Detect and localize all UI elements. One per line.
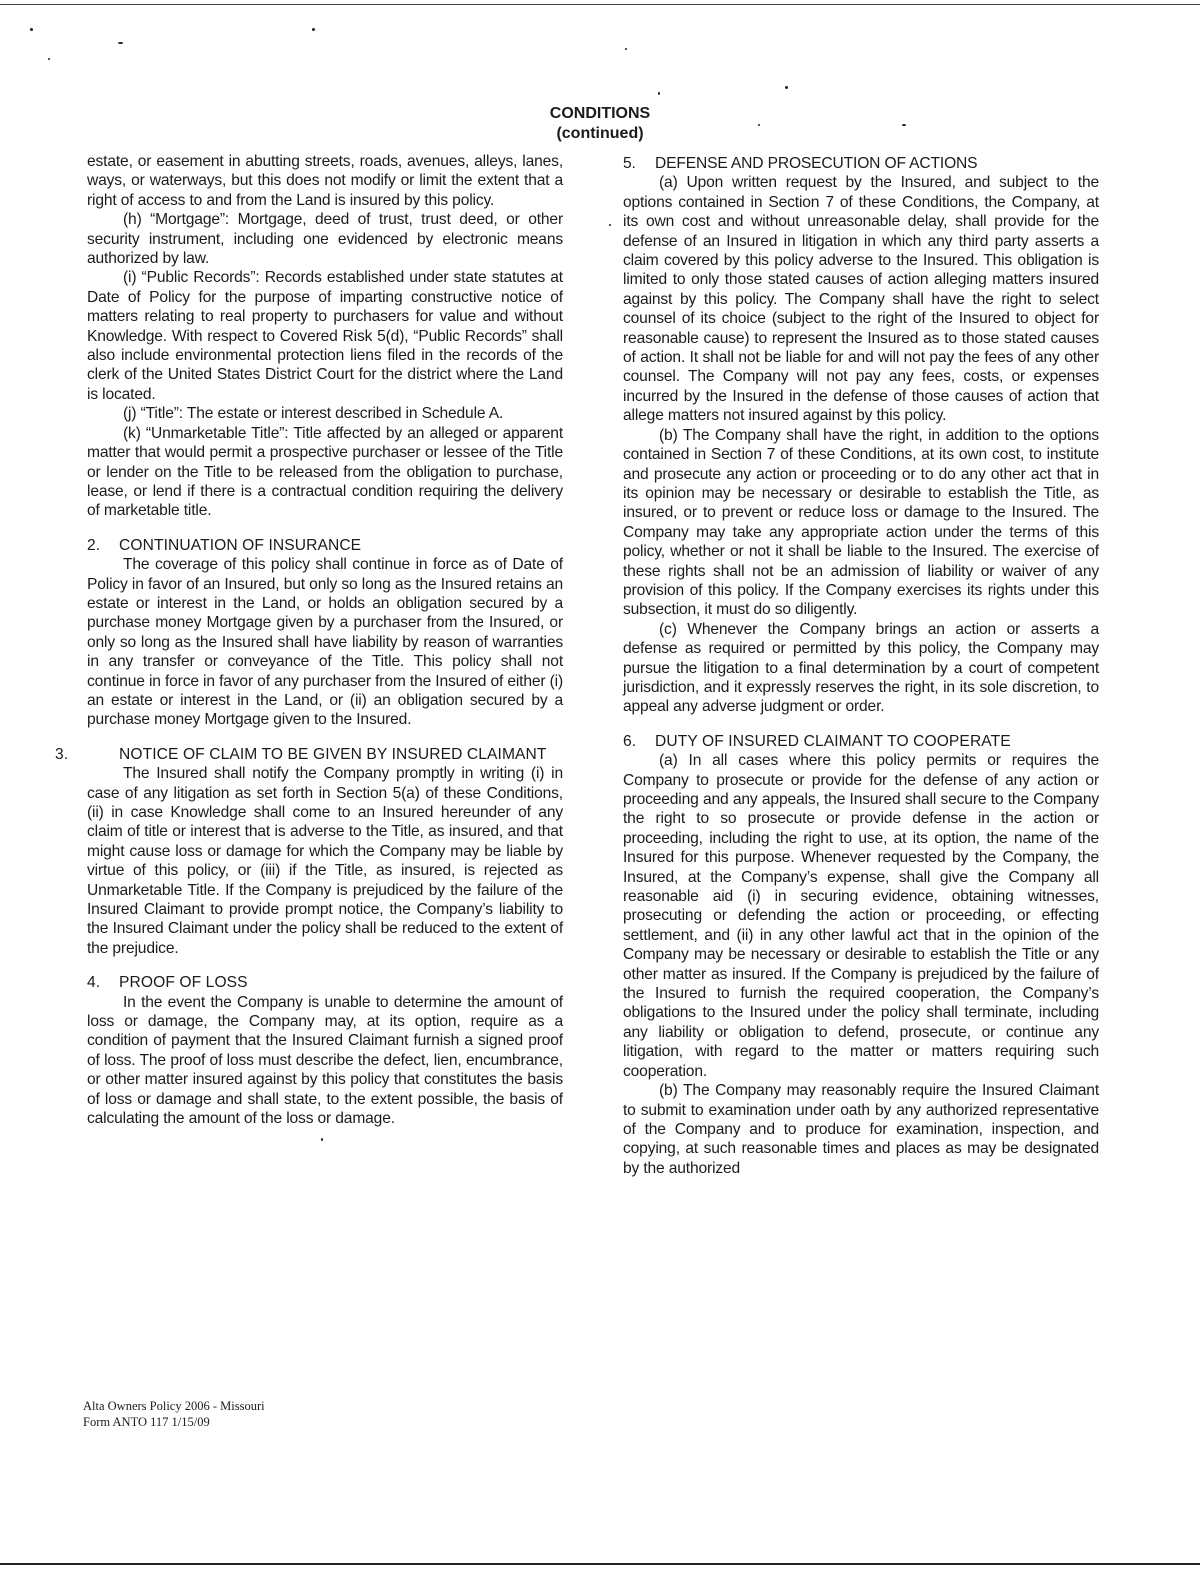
- form-footer: [83, 1398, 265, 1430]
- section-number: 4.: [87, 974, 101, 992]
- section-5c: (c) Whenever the Company brings an action or asserts a defense as required or permitted by this policy, the Company may pursue the litigation to a final determination by a court of competent jurisdiction, and it expressly reserves the right, in its sole discretion, to appeal any adverse judgment or order.: [623, 620, 1099, 716]
- section-number: 3.: [55, 745, 69, 763]
- scan-speck: [902, 124, 906, 126]
- section-title: CONTINUATION OF INSURANCE: [119, 536, 362, 554]
- section-5a: (a) Upon written request by the Insured, and subject to the options contained in Section 7 of these Conditions, the Company, at its own cost and without unreasonable delay, shall provide for the defense of an Insured in litigation in which any third party asserts a claim covered by this policy adverse to the Insured. This obligation is limited to only those stated causes of action alleging matters insured against by this policy. The Company shall have the right to select counsel of its choice (subject to the right of the Insured to object for reasonable cause) to represent the Insured as to those stated causes of action. It shall not be liable for and will not pay the fees of any other counsel. The Company will not pay any fees, costs, or expenses incurred by the Insured in the defense of those causes of action that allege matters not insured against by this policy.: [623, 174, 1099, 425]
- section-4-body: In the event the Company is unable to determine the amount of loss or damage, the Company may, at its option, require as a condition of payment that the Insured Claimant furnish a signed proof of loss. The proof of loss must describe the defect, lien, encumbrance, or other matter insured against by this policy that constitutes the basis of loss or damage and shall state, to the extent possible, the basis of calculating the amount of the loss or damage.: [87, 993, 563, 1128]
- definition-unmarketable-title: (k) “Unmarketable Title”: Title affected by an alleged or apparent matter that would permit a prospective purchaser or lessee of the Title or lender on the Title to be released from the obligation to purchase, lease, or lend if there is a contractual condition requiring the delivery of marketable title.: [87, 424, 563, 520]
- scan-speck: [312, 28, 315, 31]
- section-5b: (b) The Company shall have the right, in addition to the options contained in Section 7 of these Conditions, at its own cost, to institute and prosecute any action or proceeding or to do any other act that in its opinion may be necessary or desirable to establish the Title, as insured, or to prevent or reduce loss or damage to the Insured. The Company may take any appropriate action under the terms of this policy, whether or not it shall be liable to the Insured. The exercise of these rights shall not be an admission of liability or waiver of any provision of this policy. If the Company exercises its rights under this subsection, it must do so diligently.: [623, 426, 1099, 619]
- section-number: 5.: [623, 155, 636, 172]
- section-title: NOTICE OF CLAIM TO BE GIVEN BY INSURED CLAIMANT: [119, 745, 547, 763]
- section-number: 2.: [87, 536, 101, 554]
- bottom-scan-rule: [0, 1563, 1200, 1565]
- left-column: [55, 152, 564, 1129]
- right-column: [623, 152, 1099, 1178]
- section-2-body: The coverage of this policy shall continue in force as of Date of Policy in favor of an Insured, but only so long as the Insured retains an estate or interest in the Land, or holds an obligation secured by a purchase money Mortgage given by a purchaser from the Insured, or only so long as the Insured shall have liability by reason of warranties in any transfer or conveyance of the Title. This policy shall not continue in force in favor of any purchaser from the Insured of either (i) an estate or interest in the Land, or (ii) an obligation secured by a purchase money Mortgage given to the Insured.: [87, 556, 564, 729]
- scan-speck: [609, 224, 611, 226]
- scan-speck: [758, 124, 760, 126]
- section-3-body: The Insured shall notify the Company promptly in writing (i) in case of any litigation as set forth in Section 5(a) of these Conditions, (ii) in case Knowledge shall come to an Insured hereunder of any claim of title or interest that is adverse to the Title, as insured, and that might cause loss or damage for which the Company may be liable by virtue of this policy, or (iii) if the Title, as insured, is rejected as Unmarketable Title. If the Company is prejudiced by the failure of the Insured Claimant to provide prompt notice, the Company’s liability to the Insured Claimant under the policy shall be reduced to the extent of the prejudice.: [87, 765, 563, 957]
- scan-speck: [321, 1138, 323, 1141]
- scan-speck: [625, 48, 627, 50]
- continued-paragraph: estate, or easement in abutting streets, roads, avenues, alleys, lanes, ways, or waterways, but this does not modify or limit the extent that a right of access to and from the Land is insured by this policy.: [87, 153, 563, 209]
- definition-mortgage: (h) “Mortgage”: Mortgage, deed of trust, trust deed, or other security instrument, including one evidenced by electronic means authorized by law.: [87, 211, 563, 268]
- definition-title: (j) “Title”: The estate or interest described in Schedule A.: [123, 405, 504, 423]
- section-4-heading: [87, 973, 563, 992]
- section-title: DEFENSE AND PROSECUTION OF ACTIONS: [655, 155, 978, 172]
- section-2-heading: [87, 536, 563, 555]
- scan-speck: [30, 28, 33, 31]
- section-3-heading: [55, 745, 563, 764]
- section-title: PROOF OF LOSS: [119, 974, 248, 992]
- conditions-heading: [540, 104, 660, 144]
- section-number: 6.: [623, 732, 637, 750]
- form-number: Form ANTO 117 1/15/09: [83, 1415, 210, 1429]
- top-scan-rule: [0, 4, 1200, 5]
- section-6a: (a) In all cases where this policy permits or requires the Company to prosecute or provide for the defense of any action or proceeding and any appeals, the Insured shall secure to the Company the right to so prosecute or provide defense in the action or proceeding, including the right to use, at its option, the name of the Insured for this purpose. Whenever requested by the Company, the Insured, at the Company’s expense, shall give the Company all reasonable aid (i) in securing evidence, obtaining witnesses, prosecuting or defending the action or proceeding, or effecting settlement, and (ii) in any other lawful act that in the opinion of the Company may be necessary or desirable to establish the Title or any other matter as insured. If the Company is prejudiced by the failure of the Insured to furnish the required cooperation, the Company’s obligations to the Insured under the policy shall terminate, including any liability or obligation to defend, prosecute, or continue any litigation, with regard to the matter or matters requiring such cooperation.: [623, 752, 1099, 1080]
- definition-public-records: (i) “Public Records”: Records established under state statutes at Date of Policy for the purpose of imparting constructive notice of matters relating to real property to purchasers for value and without Knowledge. With respect to Covered Risk 5(d), “Public Records” shall also include environmental protection liens filed in the records of the clerk of the United States District Court for the district where the Land is located.: [87, 269, 563, 403]
- section-5-heading: [623, 154, 1099, 173]
- page-title: CONDITIONS: [549, 105, 651, 122]
- scan-speck: [658, 92, 660, 95]
- page-subtitle: (continued): [556, 125, 644, 142]
- scan-speck: [118, 42, 123, 44]
- policy-name: Alta Owners Policy 2006 - Missouri: [83, 1399, 265, 1413]
- section-6b: (b) The Company may reasonably require the Insured Claimant to submit to examination under oath by any authorized representative of the Company and to produce for examination, inspection, and copying, at such reasonable times and places as may be designated by the authorized: [623, 1082, 1099, 1177]
- section-6-heading: [623, 732, 1099, 751]
- scan-speck: [785, 86, 788, 89]
- section-title: DUTY OF INSURED CLAIMANT TO COOPERATE: [655, 732, 1011, 750]
- scan-speck: [48, 58, 50, 60]
